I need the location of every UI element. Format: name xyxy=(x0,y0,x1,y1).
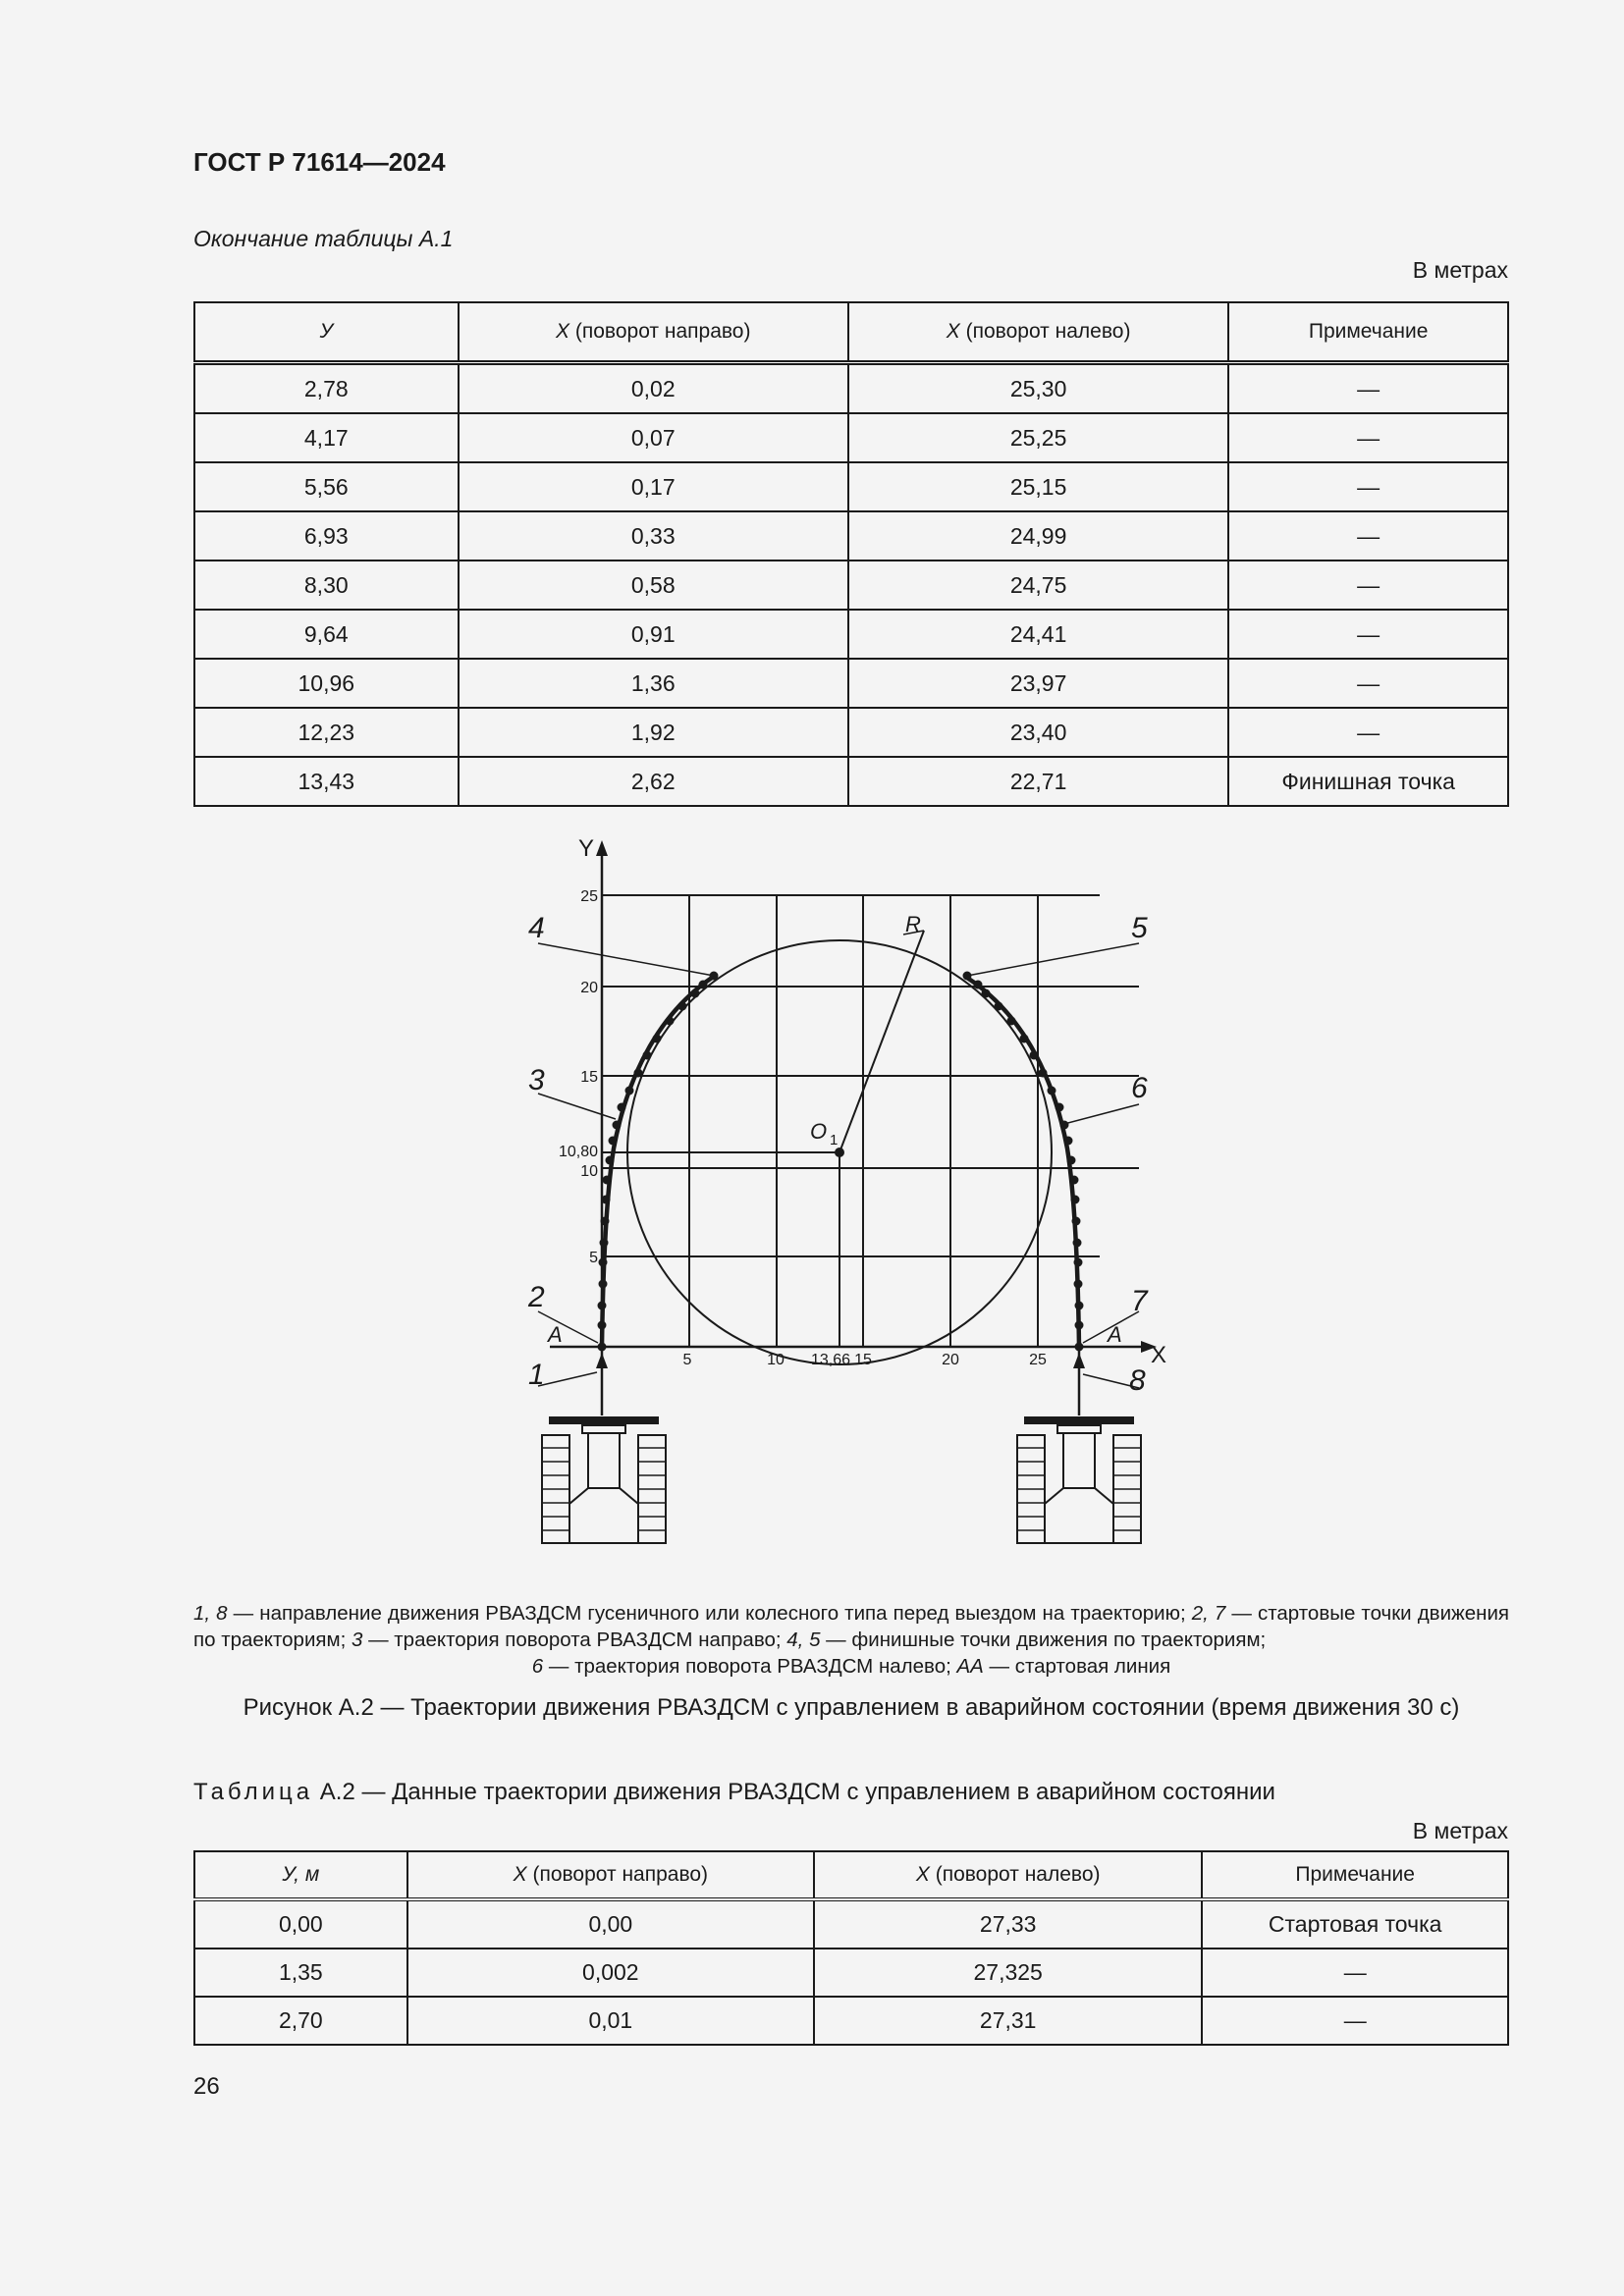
table2-units: В метрах xyxy=(1412,1818,1508,1843)
table-row xyxy=(194,511,1508,561)
table-cell: 6,93 xyxy=(194,511,459,561)
y-tick: 10,80 xyxy=(558,1144,598,1160)
table-cell: 0,07 xyxy=(459,413,848,462)
callout-8: 8 xyxy=(1129,1364,1146,1397)
trajectory-point xyxy=(613,1121,622,1130)
trajectory-point xyxy=(618,1103,626,1112)
trajectory-point xyxy=(599,1258,608,1267)
table-cell: Стартовая точка xyxy=(1202,1899,1508,1949)
table-row xyxy=(194,462,1508,511)
table-cell: — xyxy=(1228,610,1508,659)
table-cell: 2,78 xyxy=(194,363,459,414)
grid-lines xyxy=(602,895,1139,1347)
table-cell: 23,40 xyxy=(848,708,1228,757)
trajectory-point xyxy=(598,1343,607,1352)
col-header-y: У, м xyxy=(194,1851,407,1899)
table-cell: 10,96 xyxy=(194,659,459,708)
table-row xyxy=(194,610,1508,659)
vehicle-right xyxy=(1017,1417,1141,1543)
table-cell: — xyxy=(1228,561,1508,610)
x-tick: 20 xyxy=(942,1352,959,1368)
trajectory-point xyxy=(1074,1280,1083,1289)
col-header-x-left: X (поворот налево) xyxy=(848,302,1228,363)
table-cell: 13,43 xyxy=(194,757,459,806)
table-cell: 27,31 xyxy=(814,1997,1202,2045)
table-cell: 0,02 xyxy=(459,363,848,414)
table-cell: — xyxy=(1228,462,1508,511)
trajectory-point xyxy=(634,1069,643,1078)
table-cell: 9,64 xyxy=(194,610,459,659)
x-tick: 5 xyxy=(682,1352,692,1368)
trajectory-left-turn xyxy=(967,978,1079,1347)
table-row xyxy=(194,1949,1508,1997)
table-cell: 24,99 xyxy=(848,511,1228,561)
table-cell: 12,23 xyxy=(194,708,459,757)
table-cell: 8,30 xyxy=(194,561,459,610)
col-header-y: У xyxy=(194,302,459,363)
start-line-label-left: A xyxy=(548,1322,563,1347)
y-tick: 5 xyxy=(589,1250,598,1266)
table-cell: 1,36 xyxy=(459,659,848,708)
entry-arrow-left xyxy=(596,1353,608,1368)
standard-number: ГОСТ Р 71614—2024 xyxy=(193,147,446,177)
radius-label: R xyxy=(905,912,921,936)
trajectory-point xyxy=(602,1196,611,1204)
y-tick: 20 xyxy=(580,980,598,996)
trajectory-point xyxy=(1075,1343,1084,1352)
table2-title: Таблица А.2 — Данные траектории движения РВАЗДСМ с управлением в аварийном состоянии xyxy=(193,1779,1275,1805)
table-cell: 0,002 xyxy=(407,1949,814,1997)
x-tick: 13,66 xyxy=(810,1352,851,1368)
table-cell: 1,92 xyxy=(459,708,848,757)
y-tick-labels xyxy=(559,888,598,1266)
table-cell: 0,58 xyxy=(459,561,848,610)
y-tick: 25 xyxy=(580,888,598,905)
trajectory-point xyxy=(606,1156,615,1165)
y-tick: 15 xyxy=(580,1069,598,1086)
table-cell: 0,00 xyxy=(407,1899,814,1949)
figure-caption: Рисунок А.2 — Траектории движения РВАЗДСМ с управлением в аварийном состоянии (время движения 30 с) xyxy=(243,1694,1460,1721)
table-cell: 0,33 xyxy=(459,511,848,561)
table-row xyxy=(194,413,1508,462)
table-a2 xyxy=(193,1850,1509,2046)
y-axis-label: Y xyxy=(578,835,595,862)
col-header-x-right: X (поворот направо) xyxy=(459,302,848,363)
table1-units: В метрах xyxy=(1412,257,1508,283)
trajectory-point xyxy=(1075,1321,1084,1330)
table-cell: 0,01 xyxy=(407,1997,814,2045)
table-cell: 24,41 xyxy=(848,610,1228,659)
table-cell: 2,62 xyxy=(459,757,848,806)
x-tick: 25 xyxy=(1029,1352,1047,1368)
table-row xyxy=(194,1997,1508,2045)
x-tick: 15 xyxy=(854,1352,872,1368)
col-header-x-right: X (поворот направо) xyxy=(407,1851,814,1899)
table-row xyxy=(194,708,1508,757)
trajectory-point xyxy=(1073,1239,1082,1248)
table-a2-body xyxy=(194,1899,1508,2045)
trajectory-point xyxy=(598,1302,607,1310)
table-cell: — xyxy=(1228,413,1508,462)
trajectory-point xyxy=(599,1280,608,1289)
trajectory-point xyxy=(1071,1196,1080,1204)
col-header-note: Примечание xyxy=(1228,302,1508,363)
axes xyxy=(550,848,1149,1415)
table-cell: 27,33 xyxy=(814,1899,1202,1949)
callout-4: 4 xyxy=(528,912,545,944)
table-cell: 23,97 xyxy=(848,659,1228,708)
trajectory-point xyxy=(691,989,700,998)
callout-5: 5 xyxy=(1131,912,1148,944)
page-number: 26 xyxy=(193,2073,220,2100)
trajectory-point xyxy=(1067,1156,1076,1165)
y-axis-arrow xyxy=(596,840,608,856)
vehicle-left xyxy=(542,1417,666,1543)
table-cell: 0,17 xyxy=(459,462,848,511)
table-cell: 25,25 xyxy=(848,413,1228,462)
trajectory-point xyxy=(678,1002,687,1011)
table-cell: — xyxy=(1202,1997,1508,2045)
table-cell: 25,30 xyxy=(848,363,1228,414)
trajectory-point xyxy=(1039,1069,1048,1078)
trajectory-point xyxy=(699,981,708,989)
table-row xyxy=(194,561,1508,610)
trajectory-point xyxy=(982,989,991,998)
table-row xyxy=(194,659,1508,708)
table-cell: — xyxy=(1202,1949,1508,1997)
table-cell: 4,17 xyxy=(194,413,459,462)
trajectory-point xyxy=(1030,1051,1039,1060)
trajectory-point xyxy=(1056,1103,1064,1112)
table-cell: 1,35 xyxy=(194,1949,407,1997)
trajectory-point xyxy=(609,1137,618,1146)
table-cell: 5,56 xyxy=(194,462,459,511)
callout-1: 1 xyxy=(528,1359,545,1391)
x-tick-labels xyxy=(683,1352,1047,1368)
x-axis-label: X xyxy=(1151,1342,1167,1368)
radius-line xyxy=(839,931,924,1152)
trajectory-point xyxy=(1075,1302,1084,1310)
trajectory-point xyxy=(1007,1017,1016,1026)
table-cell: 2,70 xyxy=(194,1997,407,2045)
table-row xyxy=(194,363,1508,414)
trajectory-point xyxy=(1072,1217,1081,1226)
table-cell: 0,91 xyxy=(459,610,848,659)
table-cell: — xyxy=(1228,511,1508,561)
trajectory-point xyxy=(643,1051,652,1060)
start-line-label-right: A xyxy=(1108,1322,1122,1347)
center-label: O xyxy=(810,1119,828,1144)
trajectory-point xyxy=(600,1239,609,1248)
table-cell: — xyxy=(1228,659,1508,708)
table-cell: Финишная точка xyxy=(1228,757,1508,806)
table-cell: 25,15 xyxy=(848,462,1228,511)
table-cell: — xyxy=(1228,708,1508,757)
col-header-note: Примечание xyxy=(1202,1851,1508,1899)
center-point xyxy=(835,1148,844,1157)
trajectory-point xyxy=(666,1017,675,1026)
table-cell: 27,325 xyxy=(814,1949,1202,1997)
trajectory-point xyxy=(1070,1176,1079,1185)
table-cell: 22,71 xyxy=(848,757,1228,806)
trajectory-figure xyxy=(520,832,1168,1561)
trajectory-right-turn xyxy=(602,978,712,1347)
center-label-sub: 1 xyxy=(830,1132,839,1148)
trajectory-point xyxy=(1020,1035,1029,1043)
trajectory-point xyxy=(653,1035,662,1043)
table-row xyxy=(194,757,1508,806)
table-cell: 24,75 xyxy=(848,561,1228,610)
x-tick: 10 xyxy=(767,1352,785,1368)
trajectory-point xyxy=(625,1087,634,1095)
trajectory-point xyxy=(1074,1258,1083,1267)
table-a1-body xyxy=(194,363,1508,807)
table-row xyxy=(194,1899,1508,1949)
trajectory-point xyxy=(598,1321,607,1330)
table-continuation-label: Окончание таблицы А.1 xyxy=(193,226,454,251)
trajectory-point xyxy=(603,1176,612,1185)
col-header-x-left: X (поворот налево) xyxy=(814,1851,1202,1899)
callout-2: 2 xyxy=(528,1281,545,1313)
table-cell: 0,00 xyxy=(194,1899,407,1949)
callout-7: 7 xyxy=(1131,1285,1148,1317)
trajectory-point xyxy=(1064,1137,1073,1146)
trajectory-point xyxy=(974,981,983,989)
y-tick: 10 xyxy=(580,1163,598,1180)
trajectory-point xyxy=(1048,1087,1056,1095)
trajectory-point xyxy=(601,1217,610,1226)
trajectory-point xyxy=(995,1002,1003,1011)
table-a1 xyxy=(193,301,1509,807)
figure-legend: 1, 8 — направление движения РВАЗДСМ гусеничного или колесного типа перед выездом на траекторию; 2, 7 — стартовые точки движения по траекториям; 3 — траектория поворота РВАЗДСМ направо; 4, 5 — финишные точки движения по траекториям; 6 — траектория поворота РВАЗДСМ налево; АА — стартовая линия xyxy=(193,1602,1510,1678)
entry-arrow-right xyxy=(1073,1353,1085,1368)
callout-3: 3 xyxy=(528,1064,545,1096)
callout-6: 6 xyxy=(1131,1072,1148,1104)
table-cell: — xyxy=(1228,363,1508,414)
